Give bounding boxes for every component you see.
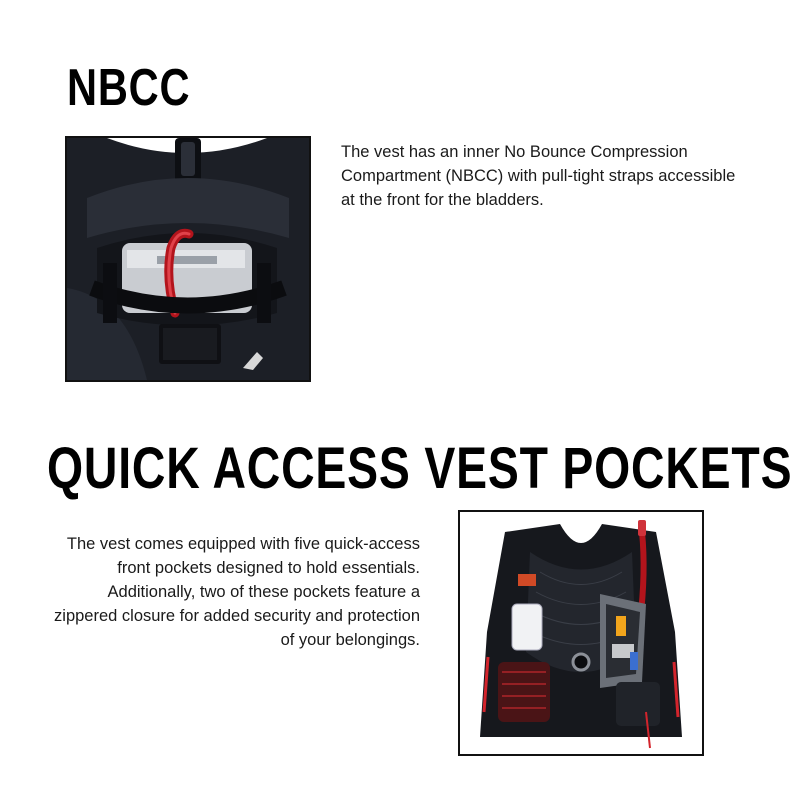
nbcc-heading: NBCC [67, 59, 191, 117]
quick-access-heading: QUICK ACCESS VEST POCKETS [47, 436, 793, 501]
nbcc-description: The vest has an inner No Bounce Compression Compartment (NBCC) with pull-tight straps accessible at the front for the bladders. [341, 143, 736, 209]
quick-access-description: The vest comes equipped with five quick-access front pockets designed to hold essentials. Additionally, two of these pockets feature a zippered closure for added security and protection of your belongings. [54, 535, 420, 649]
front-pockets-vest-photo [458, 510, 704, 756]
nbcc-compartment-photo [65, 136, 311, 382]
nbcc-compartment-illustration [67, 138, 309, 380]
vest-front-illustration [460, 512, 702, 754]
